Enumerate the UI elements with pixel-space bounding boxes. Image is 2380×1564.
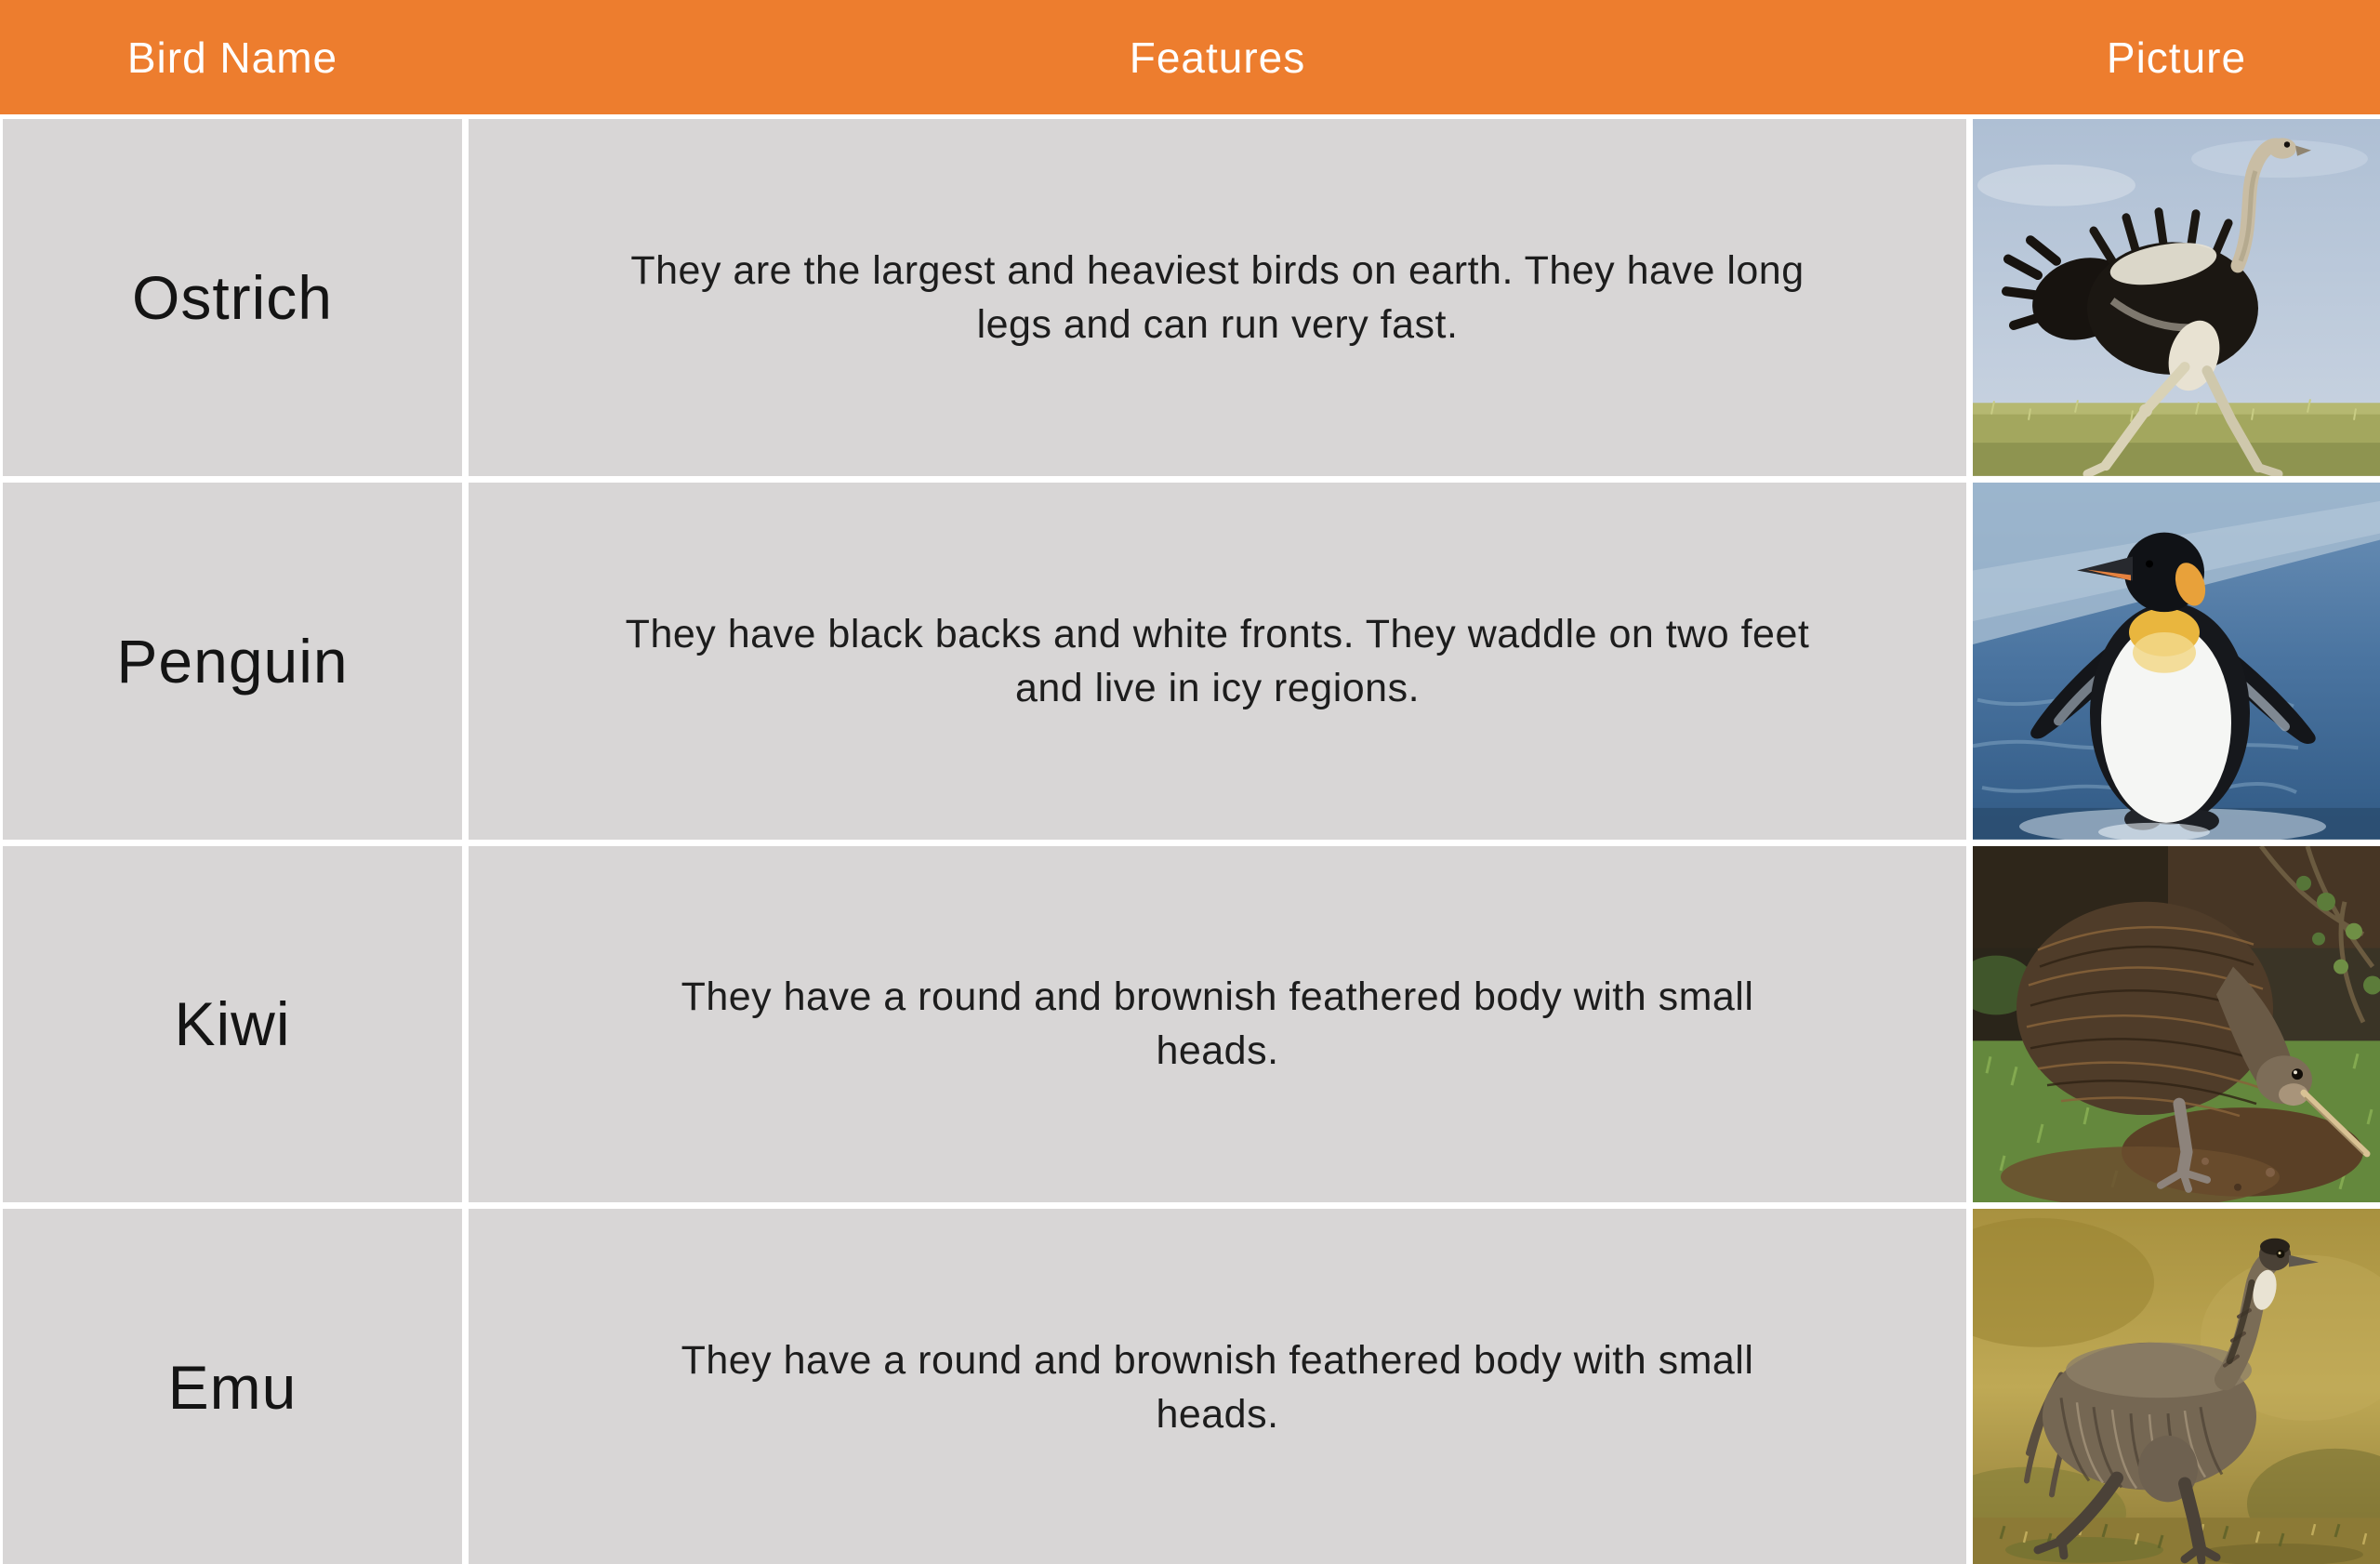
kiwi-illustration bbox=[1973, 846, 2380, 1203]
penguin-illustration bbox=[1973, 483, 2380, 840]
features-emu-line2: heads. bbox=[1156, 1392, 1279, 1438]
features-emu bbox=[469, 1209, 1966, 1564]
table-body bbox=[0, 114, 2380, 1564]
features-kiwi bbox=[469, 846, 1966, 1203]
picture-kiwi bbox=[1973, 846, 2380, 1203]
features-emu-line1: They have a round and brownish feathered body with small bbox=[681, 1338, 1754, 1384]
features-penguin bbox=[469, 483, 1966, 840]
features-kiwi-line1: They have a round and brownish feathered body with small bbox=[681, 974, 1754, 1020]
features-ostrich-line2: legs and can run very fast. bbox=[976, 301, 1459, 347]
ostrich-grass bbox=[1973, 399, 2380, 475]
table-row-emu bbox=[3, 1209, 2380, 1564]
bird-name-penguin: Penguin bbox=[3, 483, 462, 840]
picture-emu bbox=[1973, 1209, 2380, 1564]
table-row-ostrich bbox=[3, 119, 2380, 476]
table-header bbox=[0, 0, 2380, 114]
ostrich-illustration bbox=[1973, 119, 2380, 476]
emu-illustration bbox=[1973, 1209, 2380, 1564]
features-ostrich bbox=[469, 119, 1966, 476]
features-kiwi-line2: heads. bbox=[1156, 1028, 1279, 1074]
features-penguin-line1: They have black backs and white fronts. They waddle on two feet bbox=[625, 611, 1810, 656]
features-penguin-line2: and live in icy regions. bbox=[1014, 665, 1421, 710]
bird-name-ostrich: Ostrich bbox=[3, 119, 462, 476]
column-header-features: Features bbox=[1129, 33, 1306, 82]
column-header-bird-name: Bird Name bbox=[126, 33, 338, 82]
table-row-penguin bbox=[3, 483, 2380, 840]
table-row-kiwi bbox=[3, 846, 2380, 1203]
features-ostrich-line1: They are the largest and heaviest birds on earth. They have long bbox=[630, 247, 1805, 293]
picture-ostrich bbox=[1973, 119, 2380, 476]
bird-name-kiwi: Kiwi bbox=[3, 846, 462, 1203]
column-header-picture: Picture bbox=[2106, 33, 2247, 82]
bird-name-emu: Emu bbox=[3, 1209, 462, 1564]
picture-penguin bbox=[1973, 483, 2380, 840]
